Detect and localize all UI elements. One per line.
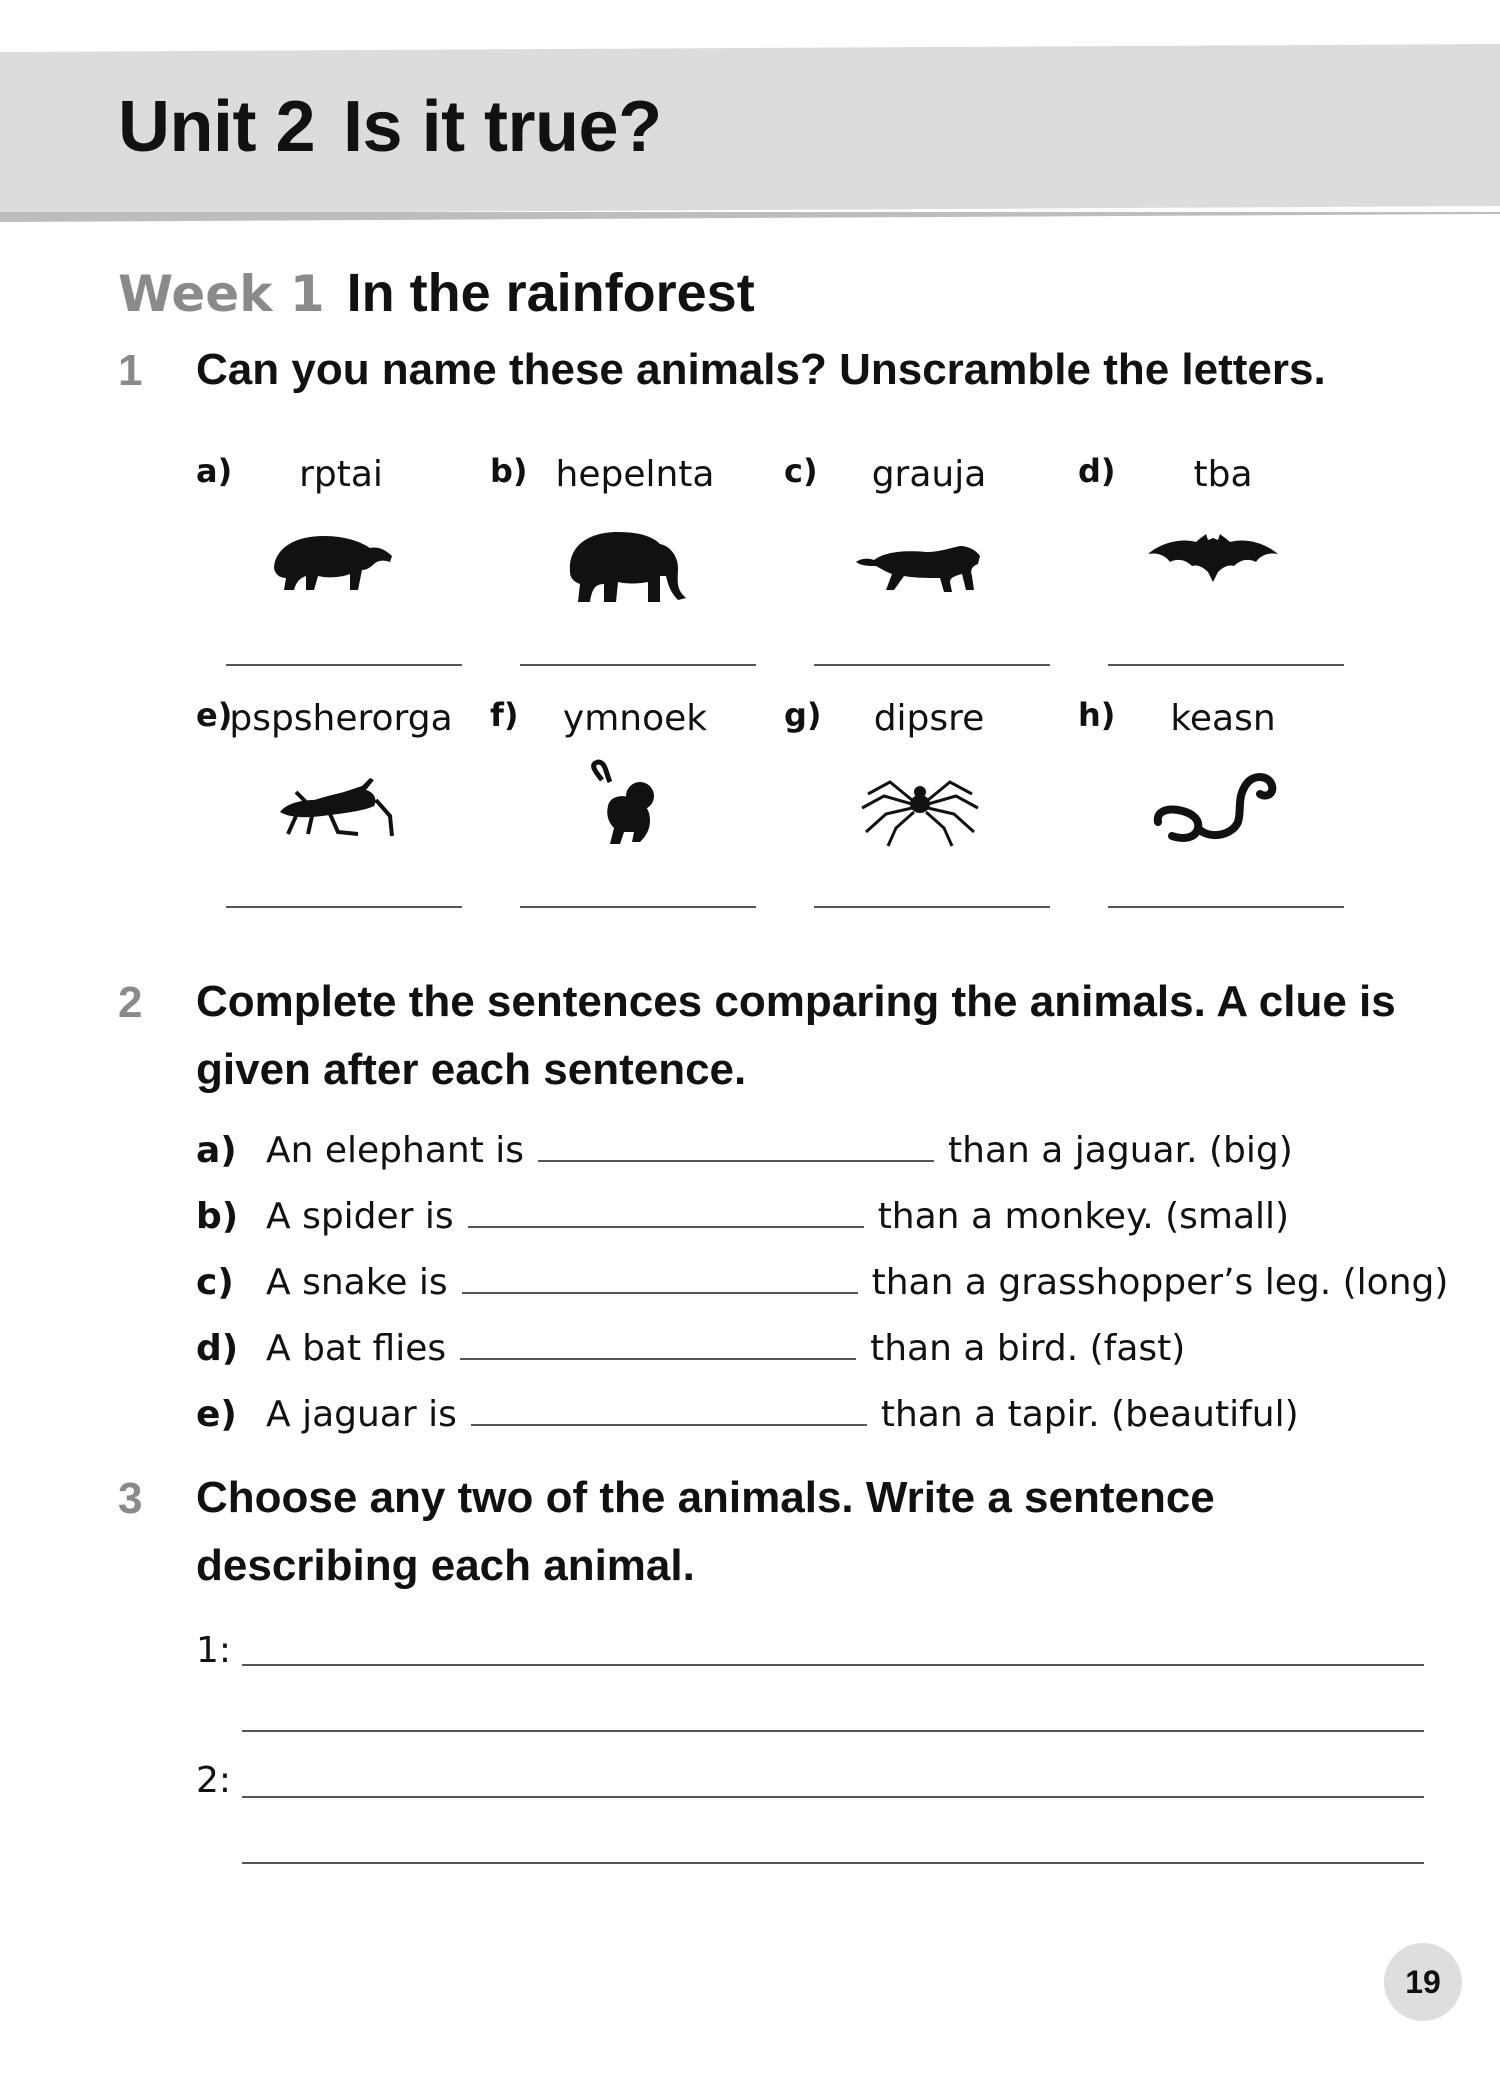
- sentence-start: A jaguar is: [266, 1394, 457, 1435]
- sentence-start: An elephant is: [266, 1130, 525, 1171]
- item-letter: b): [490, 452, 528, 490]
- animal-item-e: [196, 696, 456, 916]
- snake-icon: [1148, 756, 1278, 856]
- writing-line[interactable]: [242, 1796, 1424, 1798]
- comparison-item-e: [196, 1394, 1299, 1444]
- answer-blank[interactable]: [471, 1400, 867, 1426]
- sentence-end: than a jaguar. (big): [948, 1130, 1293, 1171]
- question-1-prompt: Can you name these animals? Unscramble the letters.: [196, 345, 1326, 394]
- scrambled-word: grauja: [871, 454, 987, 495]
- comparison-item-d: [196, 1328, 1185, 1378]
- unit-title: Is it true?: [343, 87, 662, 167]
- animal-item-b: [490, 452, 750, 672]
- scrambled-word: keasn: [1170, 698, 1276, 739]
- answer-blank[interactable]: [462, 1268, 858, 1294]
- scrambled-word: dipsre: [873, 698, 985, 739]
- item-letter: h): [1078, 696, 1116, 734]
- answer-blank[interactable]: [460, 1334, 856, 1360]
- item-letter: d): [1078, 452, 1116, 490]
- answer-line-c[interactable]: [814, 664, 1050, 666]
- item-letter: c): [196, 1262, 234, 1303]
- item-letter: e): [196, 1394, 237, 1435]
- answer-line-b[interactable]: [520, 664, 756, 666]
- question-3-number: 3: [118, 1474, 143, 1523]
- scrambled-word: pspsherorga: [229, 698, 453, 739]
- answer-blank[interactable]: [468, 1202, 864, 1228]
- animal-item-g: [784, 696, 1044, 916]
- answer-line-a[interactable]: [226, 664, 462, 666]
- item-letter: c): [784, 452, 818, 490]
- sentence-end: than a bird. (fast): [870, 1328, 1186, 1369]
- animal-item-f: [490, 696, 750, 916]
- question-1-number: 1: [118, 346, 143, 395]
- sentence-label-2: 2:: [196, 1760, 232, 1801]
- monkey-icon: [560, 756, 690, 856]
- grasshopper-icon: [266, 756, 396, 856]
- scrambled-word: rptai: [299, 454, 383, 495]
- item-letter: a): [196, 452, 233, 490]
- sentence-start: A spider is: [266, 1196, 454, 1237]
- animal-item-c: [784, 452, 1044, 672]
- comparison-item-b: [196, 1196, 1289, 1246]
- answer-line-f[interactable]: [520, 906, 756, 908]
- sentence-end: than a grasshopper’s leg. (long): [871, 1262, 1449, 1303]
- writing-line[interactable]: [242, 1730, 1424, 1732]
- answer-line-g[interactable]: [814, 906, 1050, 908]
- item-letter: a): [196, 1130, 237, 1171]
- bat-icon: [1148, 512, 1278, 612]
- comparison-item-a: [196, 1130, 1293, 1180]
- spider-icon: [854, 756, 984, 856]
- animal-item-a: [196, 452, 456, 672]
- question-2-prompt: Complete the sentences comparing the animals. A clue is given after each sentence.: [196, 977, 1396, 1094]
- scrambled-word: tba: [1193, 454, 1253, 495]
- jaguar-icon: [854, 512, 984, 612]
- week-heading: [118, 262, 755, 324]
- comparison-item-c: [196, 1262, 1448, 1312]
- title-banner-edge: [0, 212, 1500, 222]
- answer-line-e[interactable]: [226, 906, 462, 908]
- item-letter: b): [196, 1196, 239, 1237]
- item-letter: d): [196, 1328, 239, 1369]
- week-label: Week 1: [118, 265, 325, 323]
- item-letter: e): [196, 696, 233, 734]
- question-2-number: 2: [118, 978, 143, 1027]
- item-letter: g): [784, 696, 822, 734]
- elephant-icon: [560, 512, 690, 612]
- answer-blank[interactable]: [538, 1136, 934, 1162]
- sentence-label-1: 1:: [196, 1630, 232, 1671]
- sentence-start: A snake is: [266, 1262, 448, 1303]
- animal-item-d: [1078, 452, 1338, 672]
- sentence-start: A bat flies: [266, 1328, 447, 1369]
- writing-line[interactable]: [242, 1664, 1424, 1666]
- scrambled-word: hepelnta: [555, 454, 715, 495]
- animal-item-h: [1078, 696, 1338, 916]
- item-letter: f): [490, 696, 519, 734]
- unit-label: Unit 2: [118, 87, 316, 167]
- sentence-end: than a monkey. (small): [877, 1196, 1290, 1237]
- week-title: In the rainforest: [346, 263, 755, 323]
- answer-line-h[interactable]: [1108, 906, 1344, 908]
- question-3-prompt: Choose any two of the animals. Write a sentence describing each animal.: [196, 1473, 1215, 1590]
- scrambled-word: ymnoek: [562, 698, 708, 739]
- answer-line-d[interactable]: [1108, 664, 1344, 666]
- sentence-end: than a tapir. (beautiful): [880, 1394, 1299, 1435]
- writing-line[interactable]: [242, 1862, 1424, 1864]
- tapir-icon: [266, 512, 396, 612]
- page-title: [118, 86, 690, 168]
- page-number: 19: [1384, 1943, 1462, 2021]
